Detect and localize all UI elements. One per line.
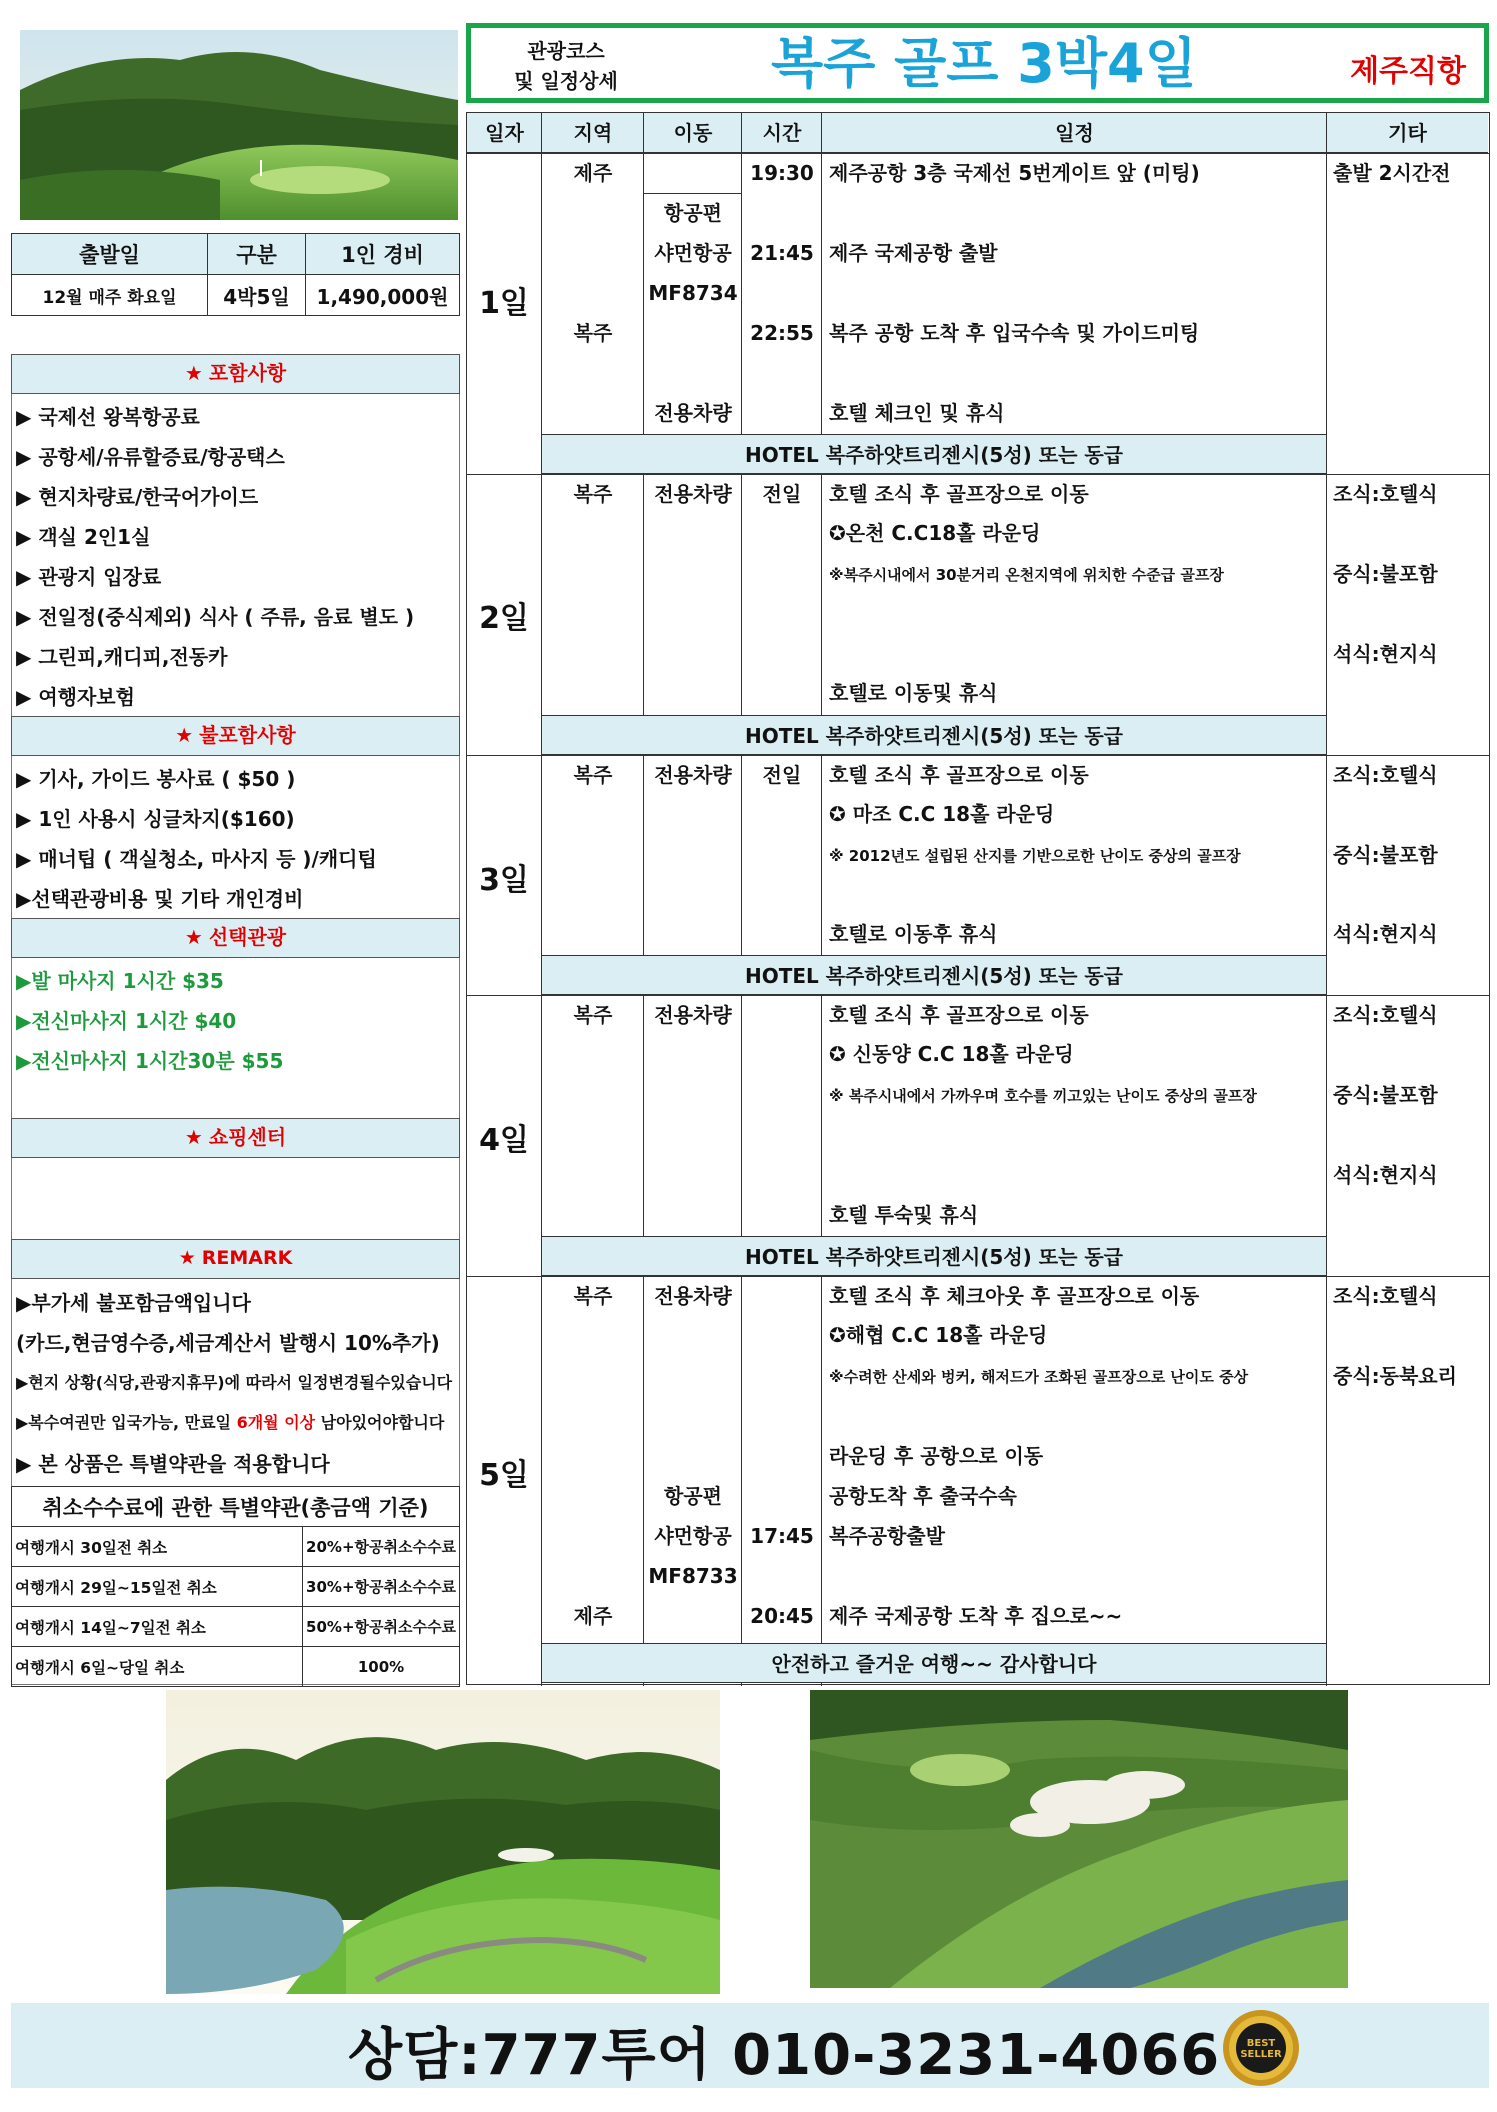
time: 전일	[762, 482, 802, 506]
cancel-period: 여행개시 14일~7일전 취소	[12, 1607, 303, 1647]
price-departure-value: 12월 매주 화요일	[12, 275, 208, 316]
excluded-header: ★ 불포함사항	[11, 716, 460, 756]
itinerary: 공항도착 후 출국수속	[829, 1484, 1017, 1508]
itinerary: 호텔로 이동및 휴식	[829, 681, 998, 705]
cancel-fee: 20%+항공취소수수료	[303, 1527, 460, 1567]
included-item: ▶ 국제선 왕복항공료	[16, 405, 200, 429]
best-seller-badge-icon	[1221, 2008, 1301, 2088]
meal: 석식:현지식	[1333, 922, 1438, 946]
day-4-label: 4일	[479, 1123, 529, 1158]
itinerary: 라운딩 후 공항으로 이동	[829, 1444, 1044, 1468]
itinerary: 제주 국제공항 도착 후 집으로~~	[829, 1604, 1123, 1628]
transport: 전용차량	[654, 401, 732, 425]
included-item: ▶ 현지차량료/한국어가이드	[16, 485, 259, 509]
region: 복주	[573, 482, 613, 506]
transport: 샤먼항공	[654, 1524, 732, 1548]
col-header-note: 기타	[1327, 113, 1488, 153]
price-cost-value: 1,490,000원	[306, 275, 460, 316]
itinerary-note: ※수려한 산세와 벙커, 해저드가 조화된 골프장으로 난이도 중상	[829, 1368, 1249, 1386]
transport: 전용차량	[654, 1284, 732, 1308]
itinerary: 호텔 체크인 및 휴식	[829, 401, 1005, 425]
cancel-fee: 30%+항공취소수수료	[303, 1567, 460, 1607]
remark-line: ▶ 본 상품은 특별약관을 적용합니다	[16, 1452, 330, 1476]
meal: 중식:불포함	[1333, 1083, 1438, 1107]
included-item: ▶ 그린피,캐디피,전동카	[16, 645, 228, 669]
itinerary-note: ※ 복주시내에서 가까우며 호수를 끼고있는 난이도 중상의 골프장	[829, 1087, 1257, 1105]
transport: 항공편	[664, 201, 722, 225]
region: 제주	[573, 161, 613, 185]
excluded-item: ▶선택관광비용 및 기타 개인경비	[16, 887, 304, 911]
hotel-bar: HOTEL 복주하얏트리젠시(5성) 또는 동급	[542, 715, 1326, 755]
col-header-time: 시간	[742, 113, 822, 153]
col-header-day: 일자	[467, 113, 542, 153]
cancellation-table-title: 취소수수료에 관한 특별약관(총금액 기준)	[12, 1487, 460, 1527]
itinerary: 호텔 투숙및 휴식	[829, 1203, 979, 1227]
golf-course-bunker-photo	[810, 1690, 1348, 1988]
itinerary-note: ※복주시내에서 30분거리 온천지역에 위치한 수준급 골프장	[829, 566, 1224, 584]
star-icon: ★	[184, 925, 203, 949]
excluded-item: ▶ 기사, 가이드 봉사료 ( $50 )	[16, 767, 296, 791]
meal: 조식:호텔식	[1333, 482, 1438, 506]
cancellation-fee-table	[11, 1486, 460, 1687]
meal: 석식:현지식	[1333, 642, 1438, 666]
remark-header: ★ REMARK	[11, 1239, 460, 1279]
hotel-bar: HOTEL 복주하얏트리젠시(5성) 또는 동급	[542, 1236, 1326, 1276]
region: 제주	[573, 1604, 613, 1628]
transport: MF8734	[648, 281, 738, 305]
time: 17:45	[750, 1524, 814, 1548]
itinerary: 호텔 조식 후 체크아웃 후 골프장으로 이동	[829, 1284, 1200, 1308]
cancel-period: 여행개시 29일~15일전 취소	[12, 1567, 303, 1607]
price-header-cost: 1인 경비	[306, 234, 460, 275]
golf-course-photo-top	[20, 30, 458, 220]
transport: 샤먼항공	[654, 241, 732, 265]
meal: 중식:동북요리	[1333, 1364, 1457, 1388]
day-2-label: 2일	[479, 601, 529, 636]
contact-phone: 상담:777투어 010-3231-4066	[348, 2023, 1221, 2088]
shopping-header: ★ 쇼핑센터	[11, 1118, 460, 1158]
remark-line: ▶부가세 불포함금액입니다	[16, 1291, 251, 1315]
closing-bar: 안전하고 즐거운 여행~~ 감사합니다	[542, 1643, 1326, 1683]
region: 복주	[573, 763, 613, 787]
meal: 중식:불포함	[1333, 843, 1438, 867]
itinerary: 복주공항출발	[829, 1524, 945, 1548]
contact-footer	[11, 2003, 1489, 2088]
itinerary-note: ※ 2012년도 설립된 산지를 기반으로한 난이도 중상의 골프장	[829, 847, 1241, 865]
transport: 전용차량	[654, 1003, 732, 1027]
included-header: ★ 포함사항	[11, 354, 460, 394]
itinerary: 제주공항 3층 국제선 5번게이트 앞 (미팅)	[829, 161, 1200, 185]
optional-tour-header: ★ 선택관광	[11, 918, 460, 958]
remark-line: ▶복수여권만 입국가능, 만료일 6개월 이상 남아있어야합니다	[16, 1413, 445, 1432]
itinerary: ✪ 신동양 C.C 18홀 라운딩	[829, 1042, 1074, 1066]
region: 복주	[573, 1284, 613, 1308]
price-header-type: 구분	[208, 234, 306, 275]
title-subtitle: 관광코스 및 일정상세	[514, 39, 618, 93]
remark-line: ▶현지 상황(식당,관광지휴무)에 따라서 일정변경될수있습니다	[16, 1373, 453, 1392]
optional-item: ▶전신마사지 1시간 $40	[16, 1009, 237, 1033]
excluded-item: ▶ 1인 사용시 싱글차지($160)	[16, 807, 295, 831]
optional-item: ▶전신마사지 1시간30분 $55	[16, 1049, 284, 1073]
badge-ring-text: 777투어	[1246, 2062, 1276, 2070]
included-item: ▶ 여행자보험	[16, 685, 135, 709]
itinerary: 복주 공항 도착 후 입국수속 및 가이드미팅	[829, 321, 1200, 345]
meal: 중식:불포함	[1333, 562, 1438, 586]
transport: 항공편	[664, 1484, 722, 1508]
col-header-region: 지역	[542, 113, 644, 153]
cancel-fee: 50%+항공취소수수료	[303, 1607, 460, 1647]
region: 복주	[573, 1003, 613, 1027]
included-item: ▶ 관광지 입장료	[16, 565, 162, 589]
itinerary: 호텔 조식 후 골프장으로 이동	[829, 763, 1089, 787]
badge-text: BEST SELLER	[1240, 2038, 1282, 2060]
price-type-value: 4박5일	[208, 275, 306, 316]
itinerary: 호텔로 이동후 휴식	[829, 922, 998, 946]
transport: 전용차량	[654, 482, 732, 506]
day-5-label: 5일	[479, 1458, 529, 1493]
schedule-table	[466, 112, 1490, 1685]
direct-flight-label: 제주직항	[1350, 54, 1466, 89]
hotel-bar: HOTEL 복주하얏트리젠시(5성) 또는 동급	[542, 434, 1326, 474]
cancel-period: 여행개시 6일~당일 취소	[12, 1647, 303, 1687]
itinerary: 제주 국제공항 출발	[829, 241, 998, 265]
day-3-label: 3일	[479, 863, 529, 898]
itinerary: ✪온천 C.C18홀 라운딩	[829, 521, 1041, 545]
col-header-transport: 이동	[644, 113, 742, 153]
cancel-fee: 100%	[303, 1647, 460, 1687]
itinerary: 호텔 조식 후 골프장으로 이동	[829, 1003, 1089, 1027]
price-table	[11, 233, 460, 316]
hotel-bar: HOTEL 복주하얏트리젠시(5성) 또는 동급	[542, 955, 1326, 995]
meal: 조식:호텔식	[1333, 1284, 1438, 1308]
page-title: 복주 골프 3박4일	[771, 32, 1197, 95]
transport: 전용차량	[654, 763, 732, 787]
included-item: ▶ 전일정(중식제외) 식사 ( 주류, 음료 별도 )	[16, 605, 415, 629]
meal: 석식:현지식	[1333, 1163, 1438, 1187]
day-1-label: 1일	[479, 286, 529, 321]
included-item: ▶ 객실 2인1실	[16, 525, 151, 549]
title-box	[466, 23, 1489, 103]
time: 전일	[762, 763, 802, 787]
price-header-departure: 출발일	[12, 234, 208, 275]
time: 22:55	[750, 321, 814, 345]
note: 출발 2시간전	[1333, 161, 1451, 185]
remark-line: (카드,현금영수증,세금계산서 발행시 10%추가)	[16, 1331, 440, 1355]
cancel-period: 여행개시 30일전 취소	[12, 1527, 303, 1567]
golf-course-lake-photo	[166, 1690, 720, 1994]
itinerary: ✪ 마조 C.C 18홀 라운딩	[829, 802, 1055, 826]
col-header-itinerary: 일정	[822, 113, 1327, 153]
time: 20:45	[750, 1604, 814, 1628]
included-item: ▶ 공항세/유류할증료/항공택스	[16, 445, 285, 469]
star-icon: ★	[178, 1247, 196, 1269]
star-icon: ★	[175, 723, 194, 747]
itinerary: 호텔 조식 후 골프장으로 이동	[829, 482, 1089, 506]
meal: 조식:호텔식	[1333, 1003, 1438, 1027]
excluded-item: ▶ 매너팁 ( 객실청소, 마사지 등 )/캐디팁	[16, 847, 377, 871]
star-icon: ★	[184, 361, 203, 385]
itinerary: ✪해협 C.C 18홀 라운딩	[829, 1323, 1048, 1347]
optional-item: ▶발 마사지 1시간 $35	[16, 969, 224, 993]
transport: MF8733	[648, 1564, 738, 1588]
star-icon: ★	[184, 1125, 203, 1149]
region: 복주	[573, 321, 613, 345]
time: 21:45	[750, 241, 814, 265]
meal: 조식:호텔식	[1333, 763, 1438, 787]
time: 19:30	[750, 161, 814, 185]
